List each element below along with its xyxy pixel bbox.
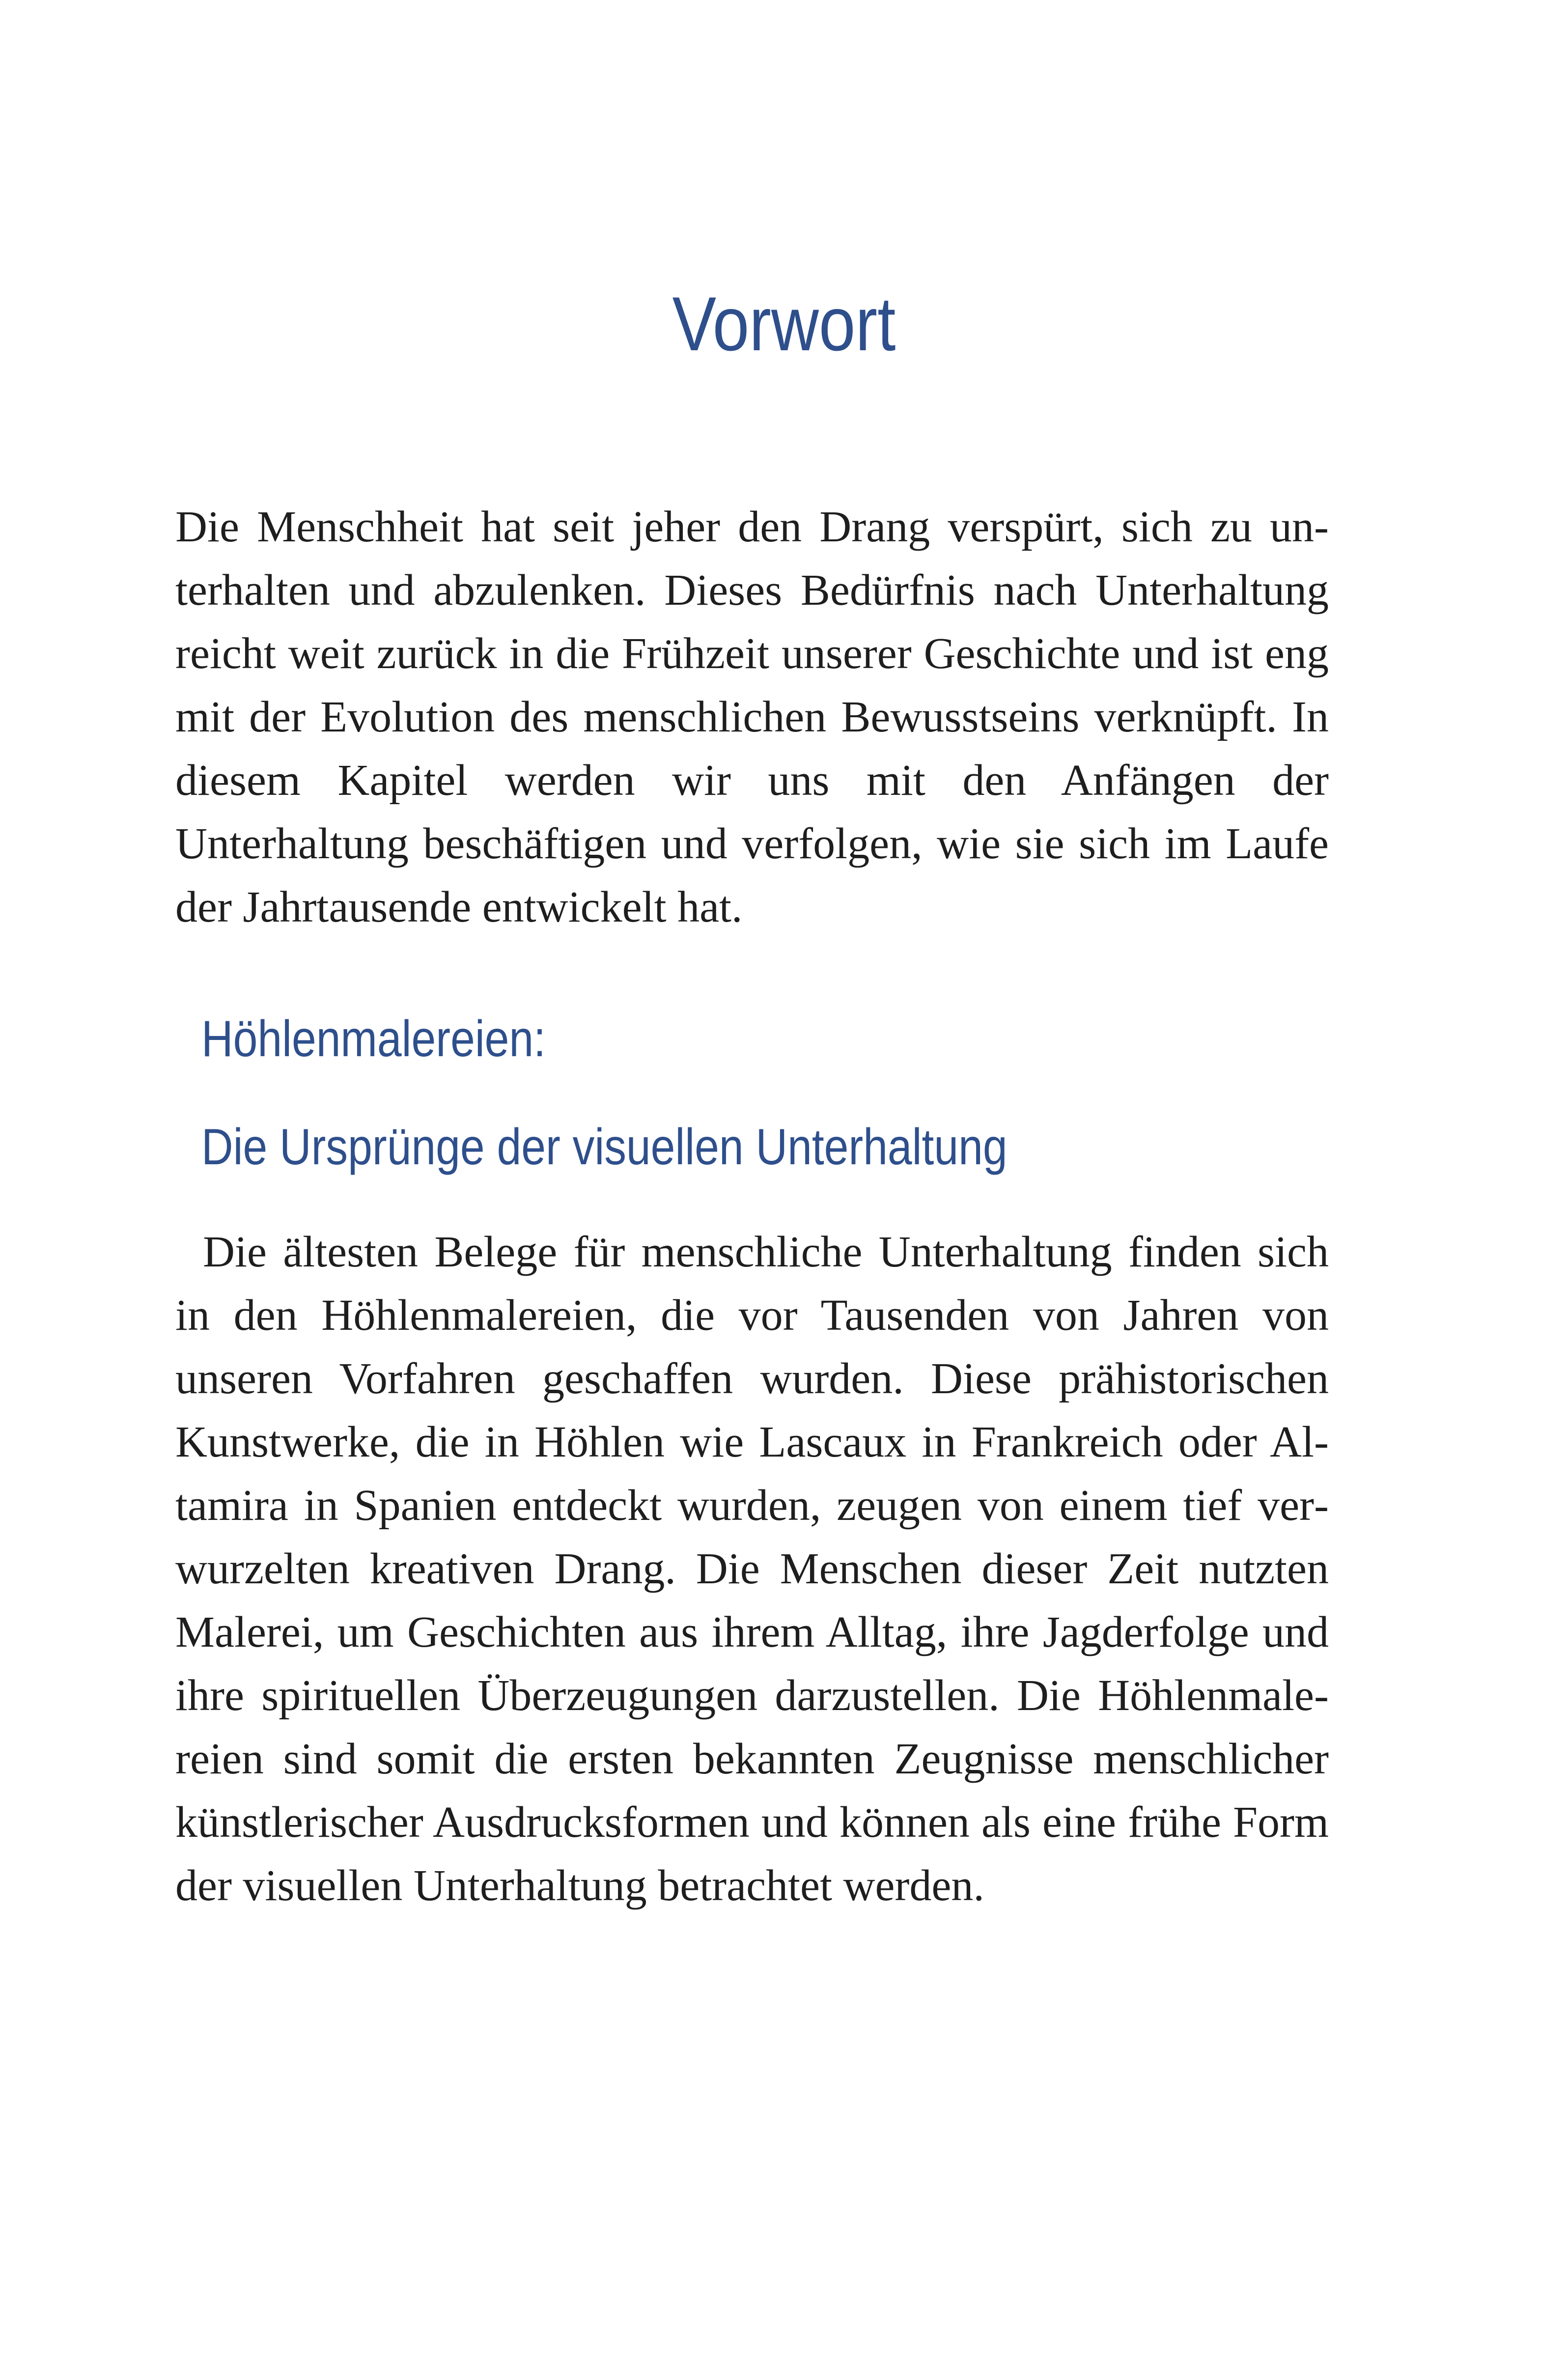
page-title: Vorwort [672,281,896,367]
section-subheading: Die Ursprünge der visuellen Unterhaltung [201,1119,1008,1176]
section-heading: Höhlenmalereien: [201,1011,546,1067]
section-paragraph: Die ältesten Belege für menschliche Unterhaltung finden sich in den Höhlenmalereien, die vor Tausenden von Jahren von unseren Vorfahren geschaffen wurden. Diese prähistorischen Kunstwerke, die in Höhlen wie Lascaux in Frankreich oder Altamira in Spanien entdeckt wurden, zeugen von einem tief verwurzelten kreativen Drang. Die Menschen dieser Zeit nutzten Malerei, um Geschichten aus ihrem Alltag, ihre Jagderfolge und ihre spirituellen Überzeugungen darzustellen. Die Höhlenmalereien sind somit die ersten bekannten Zeugnisse menschlicher künstlerischer Ausdrucksformen und können als eine frühe Form der visuellen Unterhaltung betrachtet werden. [175,1228,1329,1910]
intro-paragraph: Die Menschheit hat seit jeher den Drang verspürt, sich zu unterhalten und abzulenken. Dieses Bedürfnis nach Unterhaltung reicht weit zurück in die Frühzeit unserer Geschichte und ist eng mit der Evolution des menschlichen Bewusstseins verknüpft. In diesem Kapitel werden wir uns mit den Anfängen der Unterhaltung beschäftigen und verfolgen, wie sie sich im Laufe der Jahrtausende entwickelt hat. [175,503,1329,931]
